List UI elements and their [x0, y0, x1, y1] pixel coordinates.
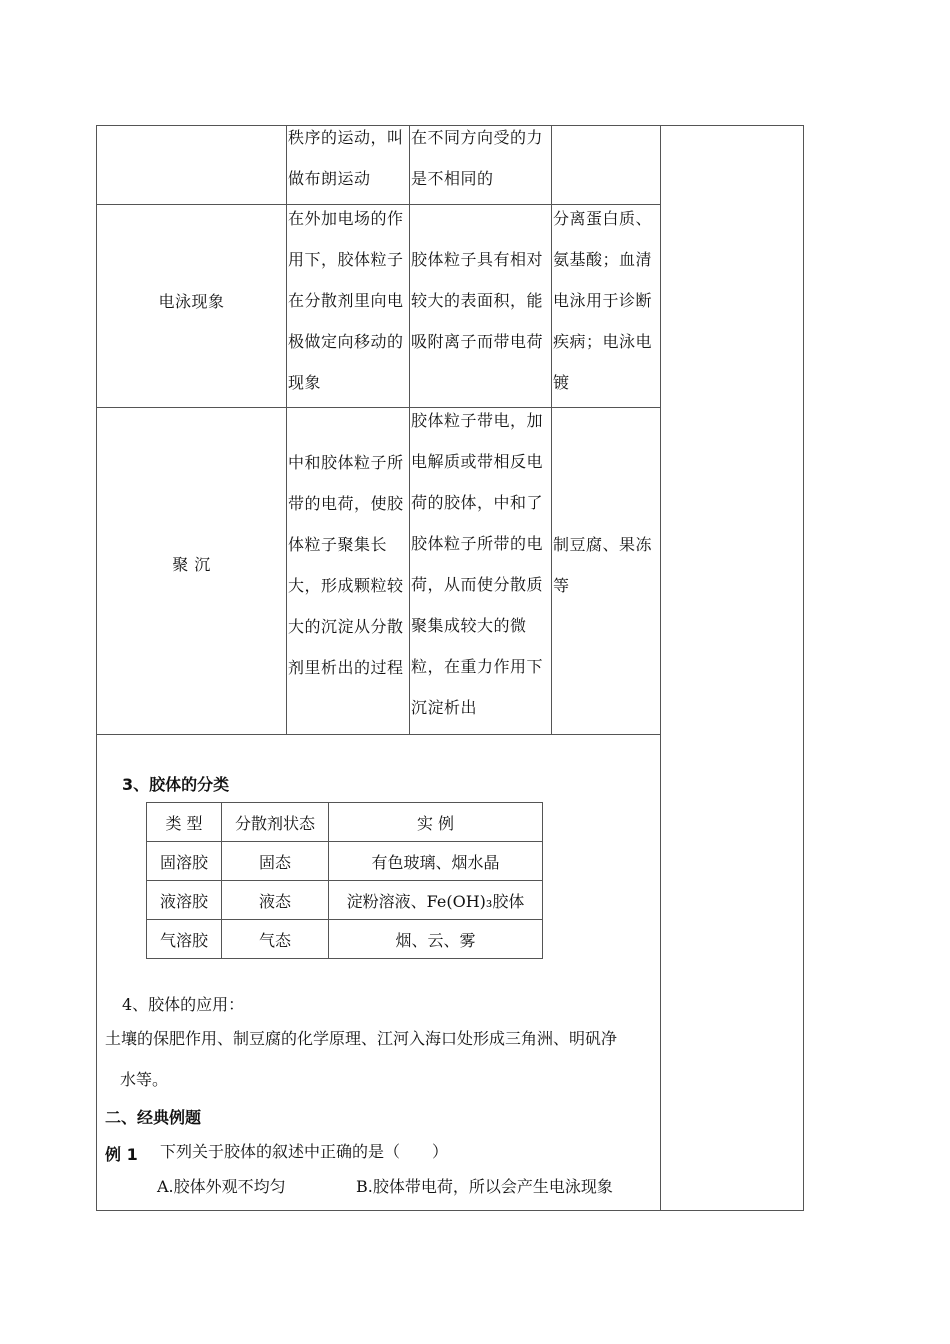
- column-divider-3: [551, 125, 552, 734]
- row2-application: 分离蛋白质、氨基酸；血清电泳用于诊断疾病；电泳电镀: [553, 209, 653, 392]
- section4-line2: 水等。: [120, 1070, 169, 1089]
- table-row: [147, 920, 543, 959]
- row3-name: 聚 沉: [172, 555, 211, 574]
- cell-type: 液溶胶: [147, 881, 222, 920]
- colloid-classification-table: [146, 802, 542, 955]
- section3-title: 3、胶体的分类: [122, 775, 230, 794]
- cell-example: 有色玻璃、烟水晶: [329, 842, 543, 881]
- section4-title: 4、胶体的应用：: [122, 995, 245, 1014]
- example-label: 例 1: [105, 1145, 138, 1164]
- cell-type: 气溶胶: [147, 920, 222, 959]
- section4-line1: 土壤的保肥作用、制豆腐的化学原理、江河入海口处形成三角洲、明矾净: [105, 1029, 618, 1048]
- row3-definition: 中和胶体粒子所带的电荷，使胶体粒子聚集长大，形成颗粒较大的沉淀从分散剂里析出的过程: [288, 453, 404, 677]
- row2-name: 电泳现象: [158, 292, 225, 311]
- table-row: [147, 842, 543, 881]
- row1-reason: 在不同方向受的力是不相同的: [411, 128, 544, 188]
- row-divider-2: [96, 407, 661, 408]
- header-state: 分散剂状态: [222, 803, 329, 842]
- example-question: 下列关于胶体的叙述中正确的是（ ）: [160, 1142, 449, 1161]
- right-column-divider: [660, 125, 661, 1211]
- examples-title: 二、经典例题: [105, 1108, 202, 1127]
- option-b: B.胶体带电荷，所以会产生电泳现象: [356, 1177, 613, 1196]
- header-type: 类 型: [147, 803, 222, 842]
- cell-state: 固态: [222, 842, 329, 881]
- row3-reason: 胶体粒子带电，加电解质或带相反电荷的胶体，中和了胶体粒子所带的电荷，从而使分散质聚集成较大的微粒，在重力作用下沉淀析出: [411, 411, 544, 717]
- column-divider-2: [409, 125, 410, 734]
- header-example: 实 例: [329, 803, 543, 842]
- table-row: [147, 881, 543, 920]
- table-header-row: [147, 803, 543, 842]
- cell-example: 烟、云、雾: [329, 920, 543, 959]
- row2-reason: 胶体粒子具有相对较大的表面积，能吸附离子而带电荷: [411, 250, 544, 351]
- cell-state: 液态: [222, 881, 329, 920]
- row1-definition: 秩序的运动，叫做布朗运动: [288, 128, 404, 188]
- column-divider-1: [286, 125, 287, 734]
- cell-state: 气态: [222, 920, 329, 959]
- row3-application: 制豆腐、果冻等: [553, 535, 653, 595]
- row-divider-3: [96, 734, 661, 735]
- cell-example: 淀粉溶液、Fe(OH)₃胶体: [329, 881, 543, 920]
- row2-definition: 在外加电场的作用下，胶体粒子在分散剂里向电极做定向移动的现象: [288, 209, 404, 392]
- cell-type: 固溶胶: [147, 842, 222, 881]
- option-a: A.胶体外观不均匀: [157, 1177, 286, 1196]
